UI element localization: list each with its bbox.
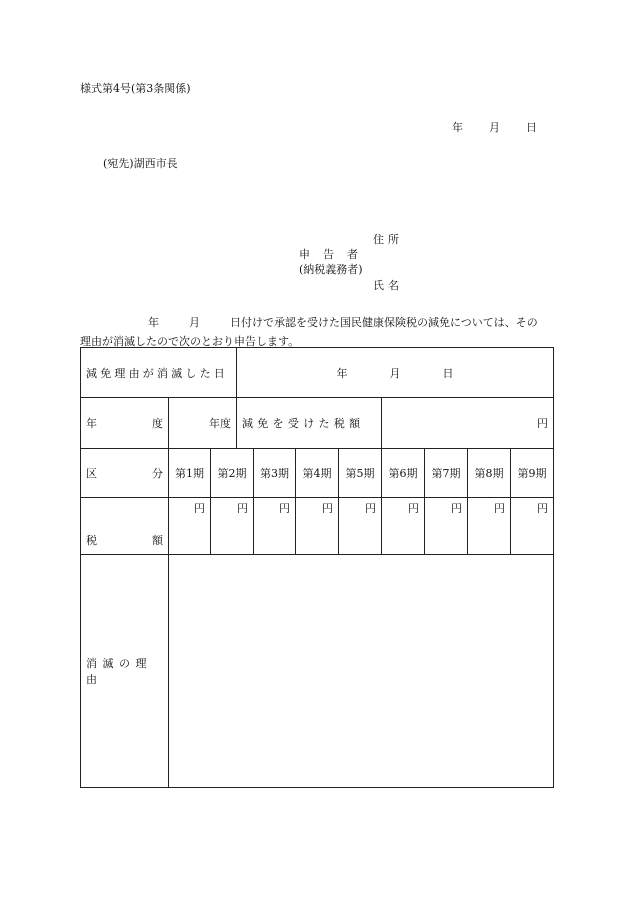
name-label: 氏名 <box>373 279 403 292</box>
fiscal-year-label: 年 度 <box>81 398 169 449</box>
date-month-unit: 月 <box>489 121 500 134</box>
date-day-unit: 日 <box>526 121 537 134</box>
extinction-year-unit: 年 <box>336 366 348 380</box>
declarant-label: 申告者 <box>299 248 371 261</box>
period-5-amount[interactable]: 円 <box>339 498 382 555</box>
period-7-header: 第7期 <box>425 449 468 498</box>
period-5-header: 第5期 <box>339 449 382 498</box>
period-3-header: 第3期 <box>254 449 296 498</box>
report-table <box>80 347 554 788</box>
statement-line2: 理由が消滅したので次のとおり申告します。 <box>80 335 300 348</box>
period-8-amount[interactable]: 円 <box>468 498 511 555</box>
period-6-amount[interactable]: 円 <box>382 498 425 555</box>
extinction-date-label <box>81 348 237 398</box>
period-4-header: 第4期 <box>296 449 339 498</box>
extinction-month-unit: 月 <box>389 366 401 380</box>
period-4-amount[interactable]: 円 <box>296 498 339 555</box>
submission-date <box>452 119 537 135</box>
reason-field[interactable] <box>169 555 554 788</box>
fiscal-year-field[interactable]: 年度 <box>169 398 237 449</box>
period-9-amount[interactable]: 円 <box>511 498 554 555</box>
period-2-amount[interactable]: 円 <box>211 498 254 555</box>
period-2-header: 第2期 <box>211 449 254 498</box>
category-label: 区 分 <box>81 449 169 498</box>
period-6-header: 第6期 <box>382 449 425 498</box>
period-7-amount[interactable]: 円 <box>425 498 468 555</box>
statement-month: 月 <box>189 316 200 329</box>
form-number: 様式第4号(第3条関係) <box>80 82 191 95</box>
statement-year: 年 <box>148 316 159 329</box>
period-1-amount[interactable]: 円 <box>169 498 211 555</box>
exempted-amount-field[interactable]: 円 <box>382 398 554 449</box>
period-1-header: 第1期 <box>169 449 211 498</box>
period-3-amount[interactable]: 円 <box>254 498 296 555</box>
tax-amount-label: 税 額 <box>81 498 169 555</box>
taxpayer-label: (納税義務者) <box>299 263 363 276</box>
statement-text <box>80 313 552 351</box>
exempted-amount-label: 減免を受けた税額 <box>237 398 382 449</box>
extinction-date-field[interactable] <box>237 348 554 398</box>
address-label: 住所 <box>373 233 403 246</box>
extinction-date-label-text: 減免理由が消滅した日 <box>86 366 228 380</box>
period-8-header: 第8期 <box>468 449 511 498</box>
date-year-unit: 年 <box>452 121 463 134</box>
period-9-header: 第9期 <box>511 449 554 498</box>
addressee: (宛先)湖西市長 <box>103 157 178 170</box>
statement-line1: 日付けで承認を受けた国民健康保険税の減免については、その <box>230 316 538 329</box>
extinction-day-unit: 日 <box>442 366 454 380</box>
reason-label: 消滅の理由 <box>81 555 169 788</box>
